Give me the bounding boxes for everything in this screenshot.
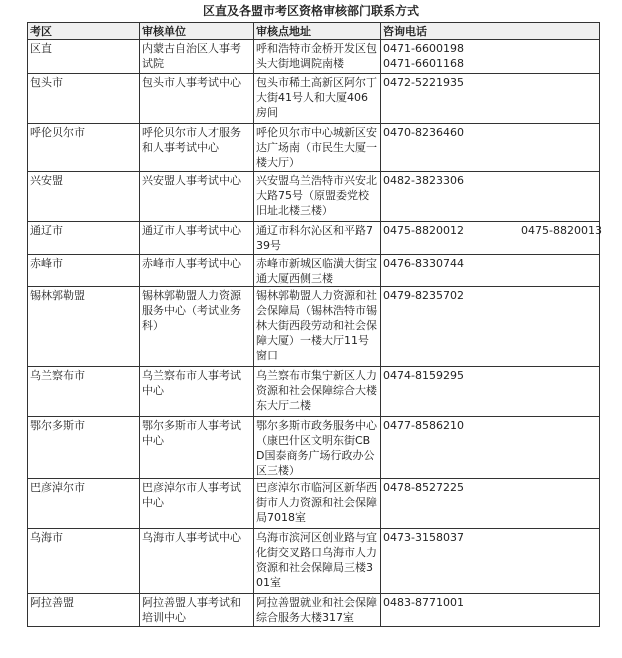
phone-number: 0483-8771001	[383, 596, 464, 609]
phone-cell	[381, 417, 600, 479]
unit-cell: 呼伦贝尔市人才服务和人事考试中心	[140, 124, 254, 172]
phone-number: 0482-3823306	[383, 174, 464, 187]
table-body	[28, 40, 600, 627]
unit-cell: 赤峰市人事考试中心	[140, 255, 254, 287]
header-address: 审核点地址	[254, 23, 381, 40]
unit-cell: 内蒙古自治区人事考试院	[140, 40, 254, 74]
table-row	[28, 529, 600, 594]
header-unit: 审核单位	[140, 23, 254, 40]
address-cell: 鄂尔多斯市政务服务中心（康巴什区文明东街CBD国泰商务广场行政办公区三楼）	[254, 417, 381, 479]
unit-cell: 阿拉善盟人事考试和培训中心	[140, 594, 254, 627]
phone-cell	[381, 594, 600, 627]
phone-number: 0471-6601168	[383, 57, 464, 70]
address-cell: 兴安盟乌兰浩特市兴安北大路75号（原盟委党校旧址北楼三楼）	[254, 172, 381, 222]
phone-cell	[381, 367, 600, 417]
phone-number: 0476-8330744	[383, 257, 464, 270]
unit-cell: 乌海市人事考试中心	[140, 529, 254, 594]
unit-cell: 通辽市人事考试中心	[140, 222, 254, 255]
phone-number: 0473-3158037	[383, 531, 464, 544]
table-row	[28, 172, 600, 222]
phone-cell	[381, 255, 600, 287]
table-row	[28, 287, 600, 367]
table-row	[28, 222, 600, 255]
phone-cell	[381, 529, 600, 594]
page-title: 区直及各盟市考区资格审核部门联系方式	[202, 4, 419, 18]
region-cell: 乌海市	[28, 529, 140, 594]
address-cell: 乌海市滨河区创业路与宜化街交叉路口乌海市人力资源和社会保障局三楼301室	[254, 529, 381, 594]
phone-cell	[381, 74, 600, 124]
region-cell: 通辽市	[28, 222, 140, 255]
address-cell: 呼伦贝尔市中心城新区安达广场南（市民生大厦一楼大厅）	[254, 124, 381, 172]
unit-cell: 巴彦淖尔市人事考试中心	[140, 479, 254, 529]
region-cell: 兴安盟	[28, 172, 140, 222]
table-header-row	[28, 23, 600, 40]
header-phone: 咨询电话	[381, 23, 600, 40]
region-cell: 阿拉善盟	[28, 594, 140, 627]
region-cell: 区直	[28, 40, 140, 74]
address-cell: 锡林郭勒盟人力资源和社会保障局（锡林浩特市锡林大街西段劳动和社会保障大厦）一楼大厅11号窗口	[254, 287, 381, 367]
table-row	[28, 367, 600, 417]
table-row	[28, 74, 600, 124]
address-cell: 呼和浩特市金桥开发区包头大街地调院南楼	[254, 40, 381, 74]
extra-phone-number: 0475-8820013	[521, 224, 602, 237]
address-cell: 通辽市科尔沁区和平路739号	[254, 222, 381, 255]
phone-number: 0474-8159295	[383, 369, 464, 382]
region-cell: 巴彦淖尔市	[28, 479, 140, 529]
region-cell: 鄂尔多斯市	[28, 417, 140, 479]
phone-number: 0471-6600198	[383, 42, 464, 55]
address-cell: 阿拉善盟就业和社会保障综合服务大楼317室	[254, 594, 381, 627]
contact-table	[27, 22, 600, 627]
table-row	[28, 40, 600, 74]
phone-cell	[381, 222, 600, 255]
phone-number: 0479-8235702	[383, 289, 464, 302]
region-cell: 锡林郭勒盟	[28, 287, 140, 367]
table-row	[28, 479, 600, 529]
phone-cell	[381, 479, 600, 529]
header-region: 考区	[28, 23, 140, 40]
unit-cell: 锡林郭勒盟人力资源服务中心（考试业务科）	[140, 287, 254, 367]
region-cell: 包头市	[28, 74, 140, 124]
unit-cell: 乌兰察布市人事考试中心	[140, 367, 254, 417]
table-row	[28, 124, 600, 172]
phone-cell	[381, 287, 600, 367]
region-cell: 呼伦贝尔市	[28, 124, 140, 172]
region-cell: 赤峰市	[28, 255, 140, 287]
address-cell: 包头市稀土高新区阿尔丁大街41号人和大厦406房间	[254, 74, 381, 124]
phone-cell	[381, 40, 600, 74]
address-cell: 赤峰市新城区临潢大街宝通大厦西侧三楼	[254, 255, 381, 287]
table-row	[28, 255, 600, 287]
phone-number: 0472-5221935	[383, 76, 464, 89]
unit-cell: 鄂尔多斯市人事考试中心	[140, 417, 254, 479]
region-cell: 乌兰察布市	[28, 367, 140, 417]
phone-number: 0470-8236460	[383, 126, 464, 139]
unit-cell: 包头市人事考试中心	[140, 74, 254, 124]
phone-cell	[381, 172, 600, 222]
phone-number: 0477-8586210	[383, 419, 464, 432]
address-cell: 乌兰察布市集宁新区人力资源和社会保障综合大楼东大厅二楼	[254, 367, 381, 417]
address-cell: 巴彦淖尔市临河区新华西街市人力资源和社会保障局7018室	[254, 479, 381, 529]
table-row	[28, 417, 600, 479]
phone-number: 0475-8820012	[383, 224, 464, 237]
table-row	[28, 594, 600, 627]
phone-cell	[381, 124, 600, 172]
unit-cell: 兴安盟人事考试中心	[140, 172, 254, 222]
phone-number: 0478-8527225	[383, 481, 464, 494]
